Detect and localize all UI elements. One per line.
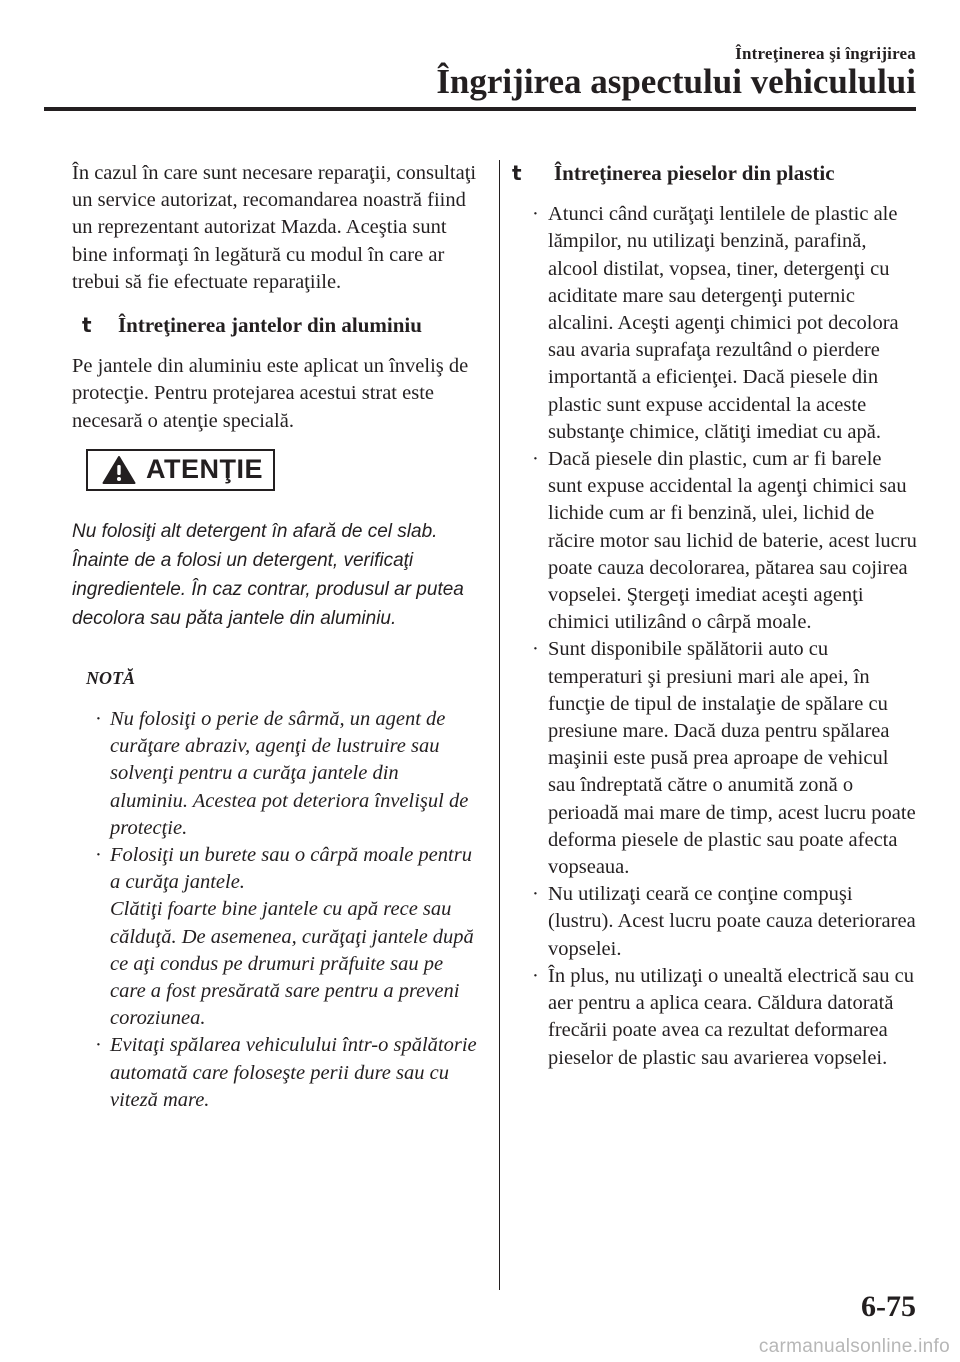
- item-text: Nu utilizaţi ceară ce conţine compuşi (lustru). Acest lucru poate cauza deteriorarea vopselei.: [548, 883, 916, 960]
- note-text: Folosiţi un burete sau o cârpă moale pentru a curăţa jantele.: [110, 844, 472, 894]
- list-item: [508, 881, 920, 963]
- section-heading-aluminium-wheels: [72, 312, 477, 339]
- list-item: [508, 636, 920, 881]
- bullet: ·: [532, 448, 539, 471]
- warning-text: Nu folosiţi alt detergent în afară de cel slab. Înainte de a folosi un detergent, verificaţi ingredientele. În caz contrar, produsul ar putea decolora sau păta jantele din aluminiu.: [72, 520, 464, 629]
- intro-paragraph: În cazul în care sunt necesare reparaţii, consultaţi un service autorizat, recomandarea noastră fiind un reprezentant autorizat Mazda. Aceştia sunt bine informaţi în legătură cu modul în care ar trebui să fie efectuate reparaţiile.: [72, 162, 477, 293]
- section-title: Întreţinerea pieselor din plastic: [554, 161, 835, 185]
- section-paragraph: Pe jantele din aluminiu este aplicat un înveliş de protecţie. Pentru protejarea acestui strat este necesară o atenţie specială.: [72, 355, 469, 432]
- item-text: În plus, nu utilizaţi o unealtă electrică sau cu aer pentru a aplica ceara. Căldura datorată frecării poate avea ca rezultat deformarea pieselor de plastic sau avarierea vopselei.: [548, 964, 915, 1069]
- warning-box: [86, 449, 275, 491]
- bullet: ·: [532, 883, 539, 906]
- left-column: [72, 160, 477, 1114]
- note-title: NOTĂ: [86, 667, 135, 688]
- warning-label: ATENŢIE: [146, 454, 263, 485]
- note-text: Evitaţi spălarea vehiculului într-o spălătorie automată care foloseşte perii dure sau cu viteză mare.: [110, 1034, 477, 1111]
- page-title: Îngrijirea aspectului vehiculului: [436, 62, 916, 101]
- column-divider: [499, 160, 500, 1290]
- bullet: ·: [532, 203, 539, 226]
- page-number: 6-75: [861, 1290, 916, 1323]
- list-item: [508, 201, 920, 446]
- warning-triangle-icon: [102, 455, 136, 485]
- list-item: [86, 842, 477, 1032]
- list-item: [508, 963, 920, 1072]
- item-text: Atunci când curăţaţi lentilele de plastic ale lămpilor, nu utilizaţi benzină, parafină, alcool distilat, vopsea, tiner, detergenţi cu aciditate mare sau detergenţi puternic alcalini. Aceşti agenţi chimici pot decolora sau avaria suprafaţa rezultând o pierdere importantă a eficienţei. Dacă piesele din plastic sunt expuse accidental la aceste substanţe chimice, clătiţi imediat cu apă.: [548, 203, 899, 443]
- list-item: [86, 706, 477, 842]
- section-heading-plastic-parts: [508, 160, 920, 187]
- header-rule: [44, 107, 916, 111]
- item-text: Sunt disponibile spălătorii auto cu temperaturi şi presiuni mari ale apei, în funcţie de tipul de instalaţie de spălare cu presiune mare. Dacă duza pentru spălarea maşinii este pusă prea aproape de vehicul sau îndreptată către o anumită zonă o perioadă mai mare de timp, acest lucru poate deforma piesele de plastic sau poate afecta vopseaua.: [548, 638, 916, 879]
- right-column: [508, 160, 920, 1072]
- list-item: [508, 446, 920, 636]
- note-text-continued: Clătiţi foarte bine jantele cu apă rece sau călduţă. De asemenea, curăţaţi jantele după ce aţi condus pe drumuri prăfuite sau pe care a fost presărată sare pentru a preveni coroziunea.: [110, 898, 474, 1030]
- note-list: [86, 706, 477, 1114]
- bullet: ·: [95, 708, 102, 731]
- bullet: ·: [532, 964, 539, 987]
- section-marker: t: [512, 161, 522, 185]
- bullet: ·: [95, 1034, 102, 1057]
- bullet: ·: [532, 638, 539, 661]
- item-text: Dacă piesele din plastic, cum ar fi barele sunt expuse accidental la agenţi chimici sau lichide cum ar fi benzină, ulei, lichid de răcire motor sau lichid de baterie, acest lucru poate cauza decolorarea, pătarea sau cojirea vopselei. Ştergeţi imediat aceşti agenţi chimici utilizând o cârpă moale.: [548, 448, 917, 634]
- header-section-name: Întreţinerea şi îngrijirea: [735, 44, 916, 63]
- watermark: carmanualsonline.info: [758, 1336, 950, 1357]
- list-item: [86, 1032, 477, 1114]
- section-title: Întreţinerea jantelor din aluminiu: [118, 313, 422, 338]
- section-marker: t: [82, 313, 92, 338]
- note-text: Nu folosiţi o perie de sârmă, un agent de curăţare abraziv, agenţi de lustruire sau solvenţi pentru a curăţa jantele din aluminiu. Acestea pot deteriora învelişul de protecţie.: [110, 708, 469, 839]
- bullet: ·: [95, 844, 102, 867]
- plastic-care-list: [508, 201, 920, 1072]
